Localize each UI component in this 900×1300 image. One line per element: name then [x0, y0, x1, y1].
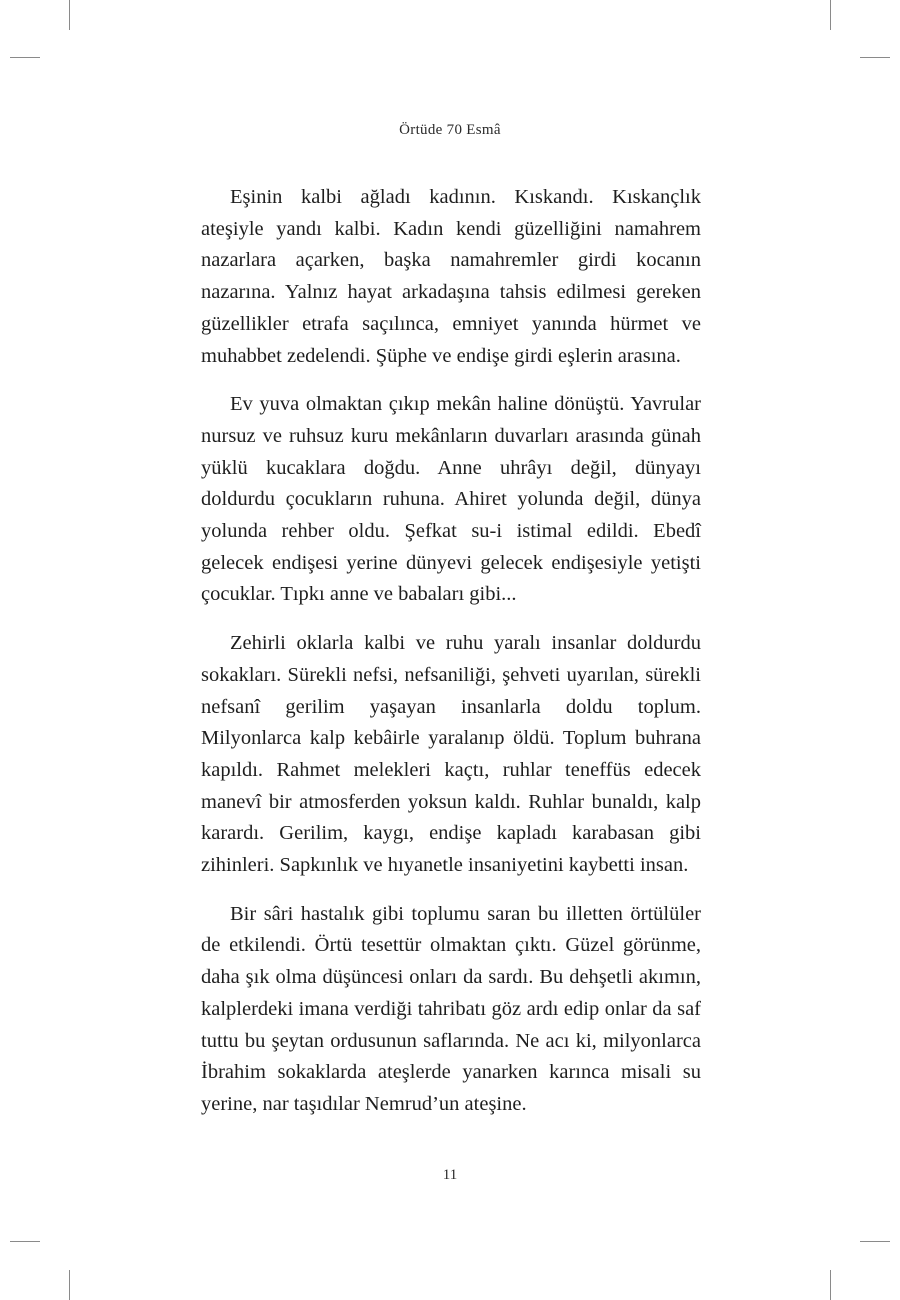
paragraph-3: Zehirli oklarla kalbi ve ruhu yaralı insanlar doldurdu sokakları. Sürekli nefsi, nefsaniliği, şehveti uyarılan, sürekli nefsanî gerilim yaşayan insanlarla doldu toplum. Milyonlarca kalp kebâirle yaralanıp öldü. Toplum buhrana kapıldı. Rahmet melekleri kaçtı, ruhlar teneffüs edecek manevî bir atmosferden yoksun kaldı. Ruhlar bunaldı, kalp karardı. Gerilim, kaygı, endişe kapladı karabasan gibi zihinleri. Sapkınlık ve hıyanetle insaniyetini kaybetti insan. — [201, 632, 701, 877]
crop-mark-top-right-horizontal — [860, 57, 890, 58]
page-number: 11 — [442, 1167, 458, 1183]
crop-mark-top-right-vertical — [830, 0, 831, 30]
paragraph-2: Ev yuva olmaktan çıkıp mekân haline dönüştü. Yavrular nursuz ve ruhsuz kuru mekânların duvarları arasında günah yüklü kucaklara doğdu. Anne uhrâyı değil, dünyayı doldurdu çocukların ruhuna. Ahiret yolunda değil, dünya yolunda rehber oldu. Şefkat su-i istimal edildi. Ebedî gelecek endişesi yerine dünyevi gelecek endişesiyle yetişti çocuklar. Tıpkı anne ve babaları gibi... — [201, 393, 701, 606]
crop-mark-bottom-right-vertical — [830, 1270, 831, 1300]
crop-mark-top-left-vertical — [69, 0, 70, 30]
running-header: Örtüde 70 Esmâ — [399, 122, 501, 138]
crop-mark-bottom-left-vertical — [69, 1270, 70, 1300]
paragraph-1: Eşinin kalbi ağladı kadının. Kıskandı. Kıskançlık ateşiyle yandı kalbi. Kadın kendi güzelliğini namahrem nazarlara açarken, başka namahremler girdi kocanın nazarına. Yalnız hayat arkadaşına tahsis edilmesi gereken güzellikler etrafa saçılınca, emniyet yanında hürmet ve muhabbet zedelendi. Şüphe ve endişe girdi eşlerin arasına. — [201, 186, 701, 367]
body-text — [201, 182, 701, 1138]
crop-mark-bottom-left-horizontal — [10, 1241, 40, 1242]
paragraph-4: Bir sâri hastalık gibi toplumu saran bu illetten örtülüler de etkilendi. Örtü tesettür olmaktan çıktı. Güzel görünme, daha şık olma düşüncesi onları da sardı. Bu dehşetli akımın, kalplerdeki imana verdiği tahribatı göz ardı edip onlar da saf tuttu bu şeytan ordusunun saflarında. Ne acı ki, milyonlarca İbrahim sokaklarda ateşlerde yanarken karınca misali su yerine, nar taşıdılar Nemrud’un ateşine. — [201, 902, 701, 1115]
crop-mark-bottom-right-horizontal — [860, 1241, 890, 1242]
crop-mark-top-left-horizontal — [10, 57, 40, 58]
